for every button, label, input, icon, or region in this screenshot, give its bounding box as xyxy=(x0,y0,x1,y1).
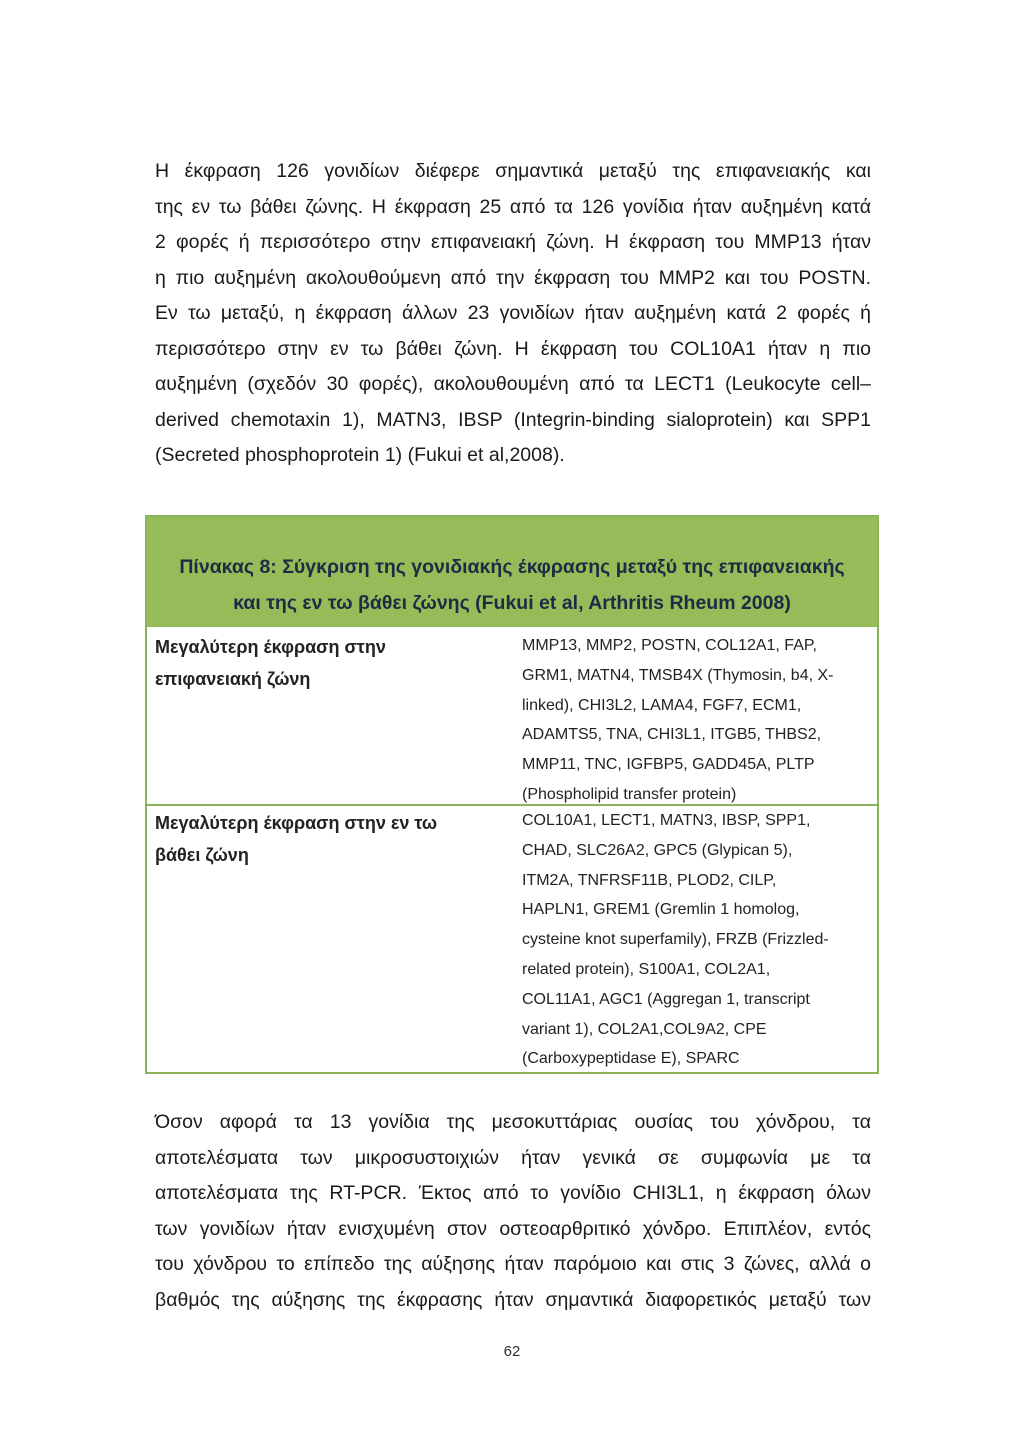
text-line: η πιο αυξημένη ακολουθούμενη από την έκφραση του MMP2 και του POSTN. xyxy=(155,266,871,289)
gene-list xyxy=(522,806,872,1074)
gene-line: linked), CHI3L2, LAMA4, FGF7, ECM1, xyxy=(522,696,802,714)
gene-list xyxy=(522,631,872,810)
text-line: αυξημένη (σχεδόν 30 φορές), ακολουθουμένη από τα LECT1 (Leukocyte cell– xyxy=(155,373,871,395)
text-line: 2 φορές ή περισσότερο στην επιφανειακή ζώνη. Η έκφραση του MMP13 ήταν xyxy=(155,231,871,253)
table-caption xyxy=(147,517,877,627)
gene-line: MMP13, MMP2, POSTN, COL12A1, FAP, xyxy=(522,637,817,654)
label-line: βάθει ζώνη xyxy=(155,845,249,865)
gene-line: GRM1, MATN4, TMSB4X (Thymosin, b4, X- xyxy=(522,666,834,684)
text-line: βαθμός της αύξησης της έκφρασης ήταν σημαντικά διαφορετικός μεταξύ των xyxy=(155,1288,871,1311)
label-line: Μεγαλύτερη έκφραση στην εν τω xyxy=(155,813,438,833)
label-line: επιφανειακή ζώνη xyxy=(155,669,311,689)
gene-line: (Phospholipid transfer protein) xyxy=(522,785,737,803)
gene-line: (Carboxypeptidase E), SPARC xyxy=(522,1050,740,1068)
text-line: αποτελέσματα των μικροσυστοιχιών ήταν γενικά σε συμφωνία με τα xyxy=(155,1146,871,1169)
caption-line: και της εν τω βάθει ζώνης (Fukui et al, Arthritis Rheum 2008) xyxy=(233,592,791,614)
gene-line: HAPLN1, GREM1 (Gremlin 1 homolog, xyxy=(522,901,800,919)
text-line: αποτελέσματα της RT-PCR. Έκτος από το γονίδιο CHI3L1, η έκφραση όλων xyxy=(155,1182,871,1204)
text-line: Όσον αφορά τα 13 γονίδια της μεσοκυττάριας ουσίας του χόνδρου, τα xyxy=(155,1111,871,1133)
gene-line: COL11A1, AGC1 (Aggregan 1, transcript xyxy=(522,990,810,1008)
text-line: της εν τω βάθει ζώνης. Η έκφραση 25 από τα 126 γονίδια ήταν αυξημένη κατά xyxy=(155,195,871,218)
label-line: Μεγαλύτερη έκφραση στην xyxy=(155,637,386,657)
text-line: του χόνδρου το επίπεδο της αύξησης ήταν παρόμοιο και στις 3 ζώνες, αλλά ο xyxy=(155,1253,871,1275)
gene-line: related protein), S100A1, COL2A1, xyxy=(522,960,771,978)
page-number: 62 xyxy=(503,1343,521,1360)
paragraph-2 xyxy=(155,1105,871,1318)
text-line: Η έκφραση 126 γονιδίων διέφερε σημαντικά μεταξύ της επιφανειακής και xyxy=(155,160,871,182)
gene-line: cysteine knot superfamily), FRZB (Frizzled- xyxy=(522,931,829,949)
gene-line: COL10A1, LECT1, MATN3, IBSP, SPP1, xyxy=(522,812,811,829)
text-line: (Secreted phosphoprotein 1) (Fukui et al,2008). xyxy=(155,444,565,466)
table-row xyxy=(147,629,877,804)
gene-line: variant 1), COL2A1,COL9A2, CPE xyxy=(522,1020,767,1038)
gene-line: ITM2A, TNFRSF11B, PLOD2, CILP, xyxy=(522,871,777,889)
row-label xyxy=(155,807,495,871)
row-label xyxy=(155,631,495,695)
paragraph-1 xyxy=(155,154,871,474)
gene-line: MMP11, TNC, IGFBP5, GADD45A, PLTP xyxy=(522,756,815,774)
gene-expression-table xyxy=(145,515,879,1074)
table-row xyxy=(147,806,877,1074)
text-line: των γονιδίων ήταν ενισχυμένη στον οστεοαρθριτικό χόνδρο. Επιπλέον, εντός xyxy=(155,1217,871,1240)
text-line: περισσότερο στην εν τω βάθει ζώνη. Η έκφραση του COL10A1 ήταν η πιο xyxy=(155,337,871,360)
text-line: derived chemotaxin 1), MATN3, IBSP (Integrin-binding sialoprotein) και SPP1 xyxy=(155,408,871,431)
gene-line: CHAD, SLC26A2, GPC5 (Glypican 5), xyxy=(522,841,793,859)
gene-line: ADAMTS5, TNA, CHI3L1, ITGB5, THBS2, xyxy=(522,726,822,744)
caption-line: Πίνακας 8: Σύγκριση της γονιδιακής έκφρασης μεταξύ της επιφανειακής xyxy=(179,556,845,578)
text-line: Εν τω μεταξύ, η έκφραση άλλων 23 γονιδίων ήταν αυξημένη κατά 2 φορές ή xyxy=(155,302,871,324)
